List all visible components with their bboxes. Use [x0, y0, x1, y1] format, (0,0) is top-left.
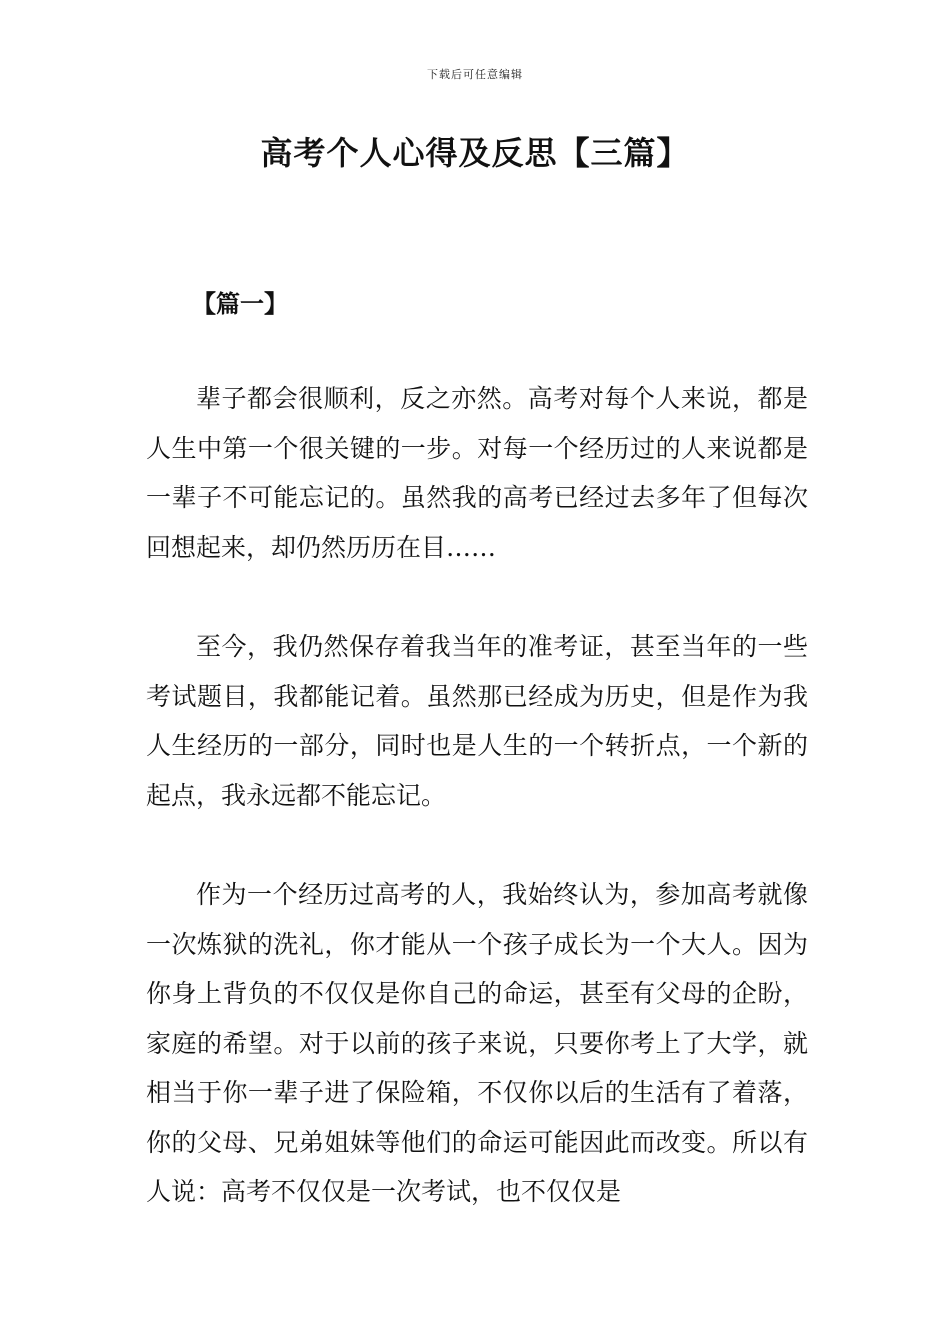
paragraph-2: 至今，我仍然保存着我当年的准考证，甚至当年的一些考试题目，我都能记着。虽然那已经成为历史，但是作为我人生经历的一部分，同时也是人生的一个转折点，一个新的起点，我永远都不能忘记。	[146, 632, 808, 810]
section-heading: 【篇一】	[192, 289, 288, 318]
document-title: 高考个人心得及反思【三篇】	[260, 134, 690, 172]
document-body	[146, 374, 808, 1267]
paragraph-3: 作为一个经历过高考的人，我始终认为，参加高考就像一次炼狱的洗礼，你才能从一个孩子成长为一个大人。因为你身上背负的不仅仅是你自己的命运，甚至有父母的企盼，家庭的希望。对于以前的孩子来说，只要你考上了大学，就相当于你一辈子进了保险箱，不仅你以后的生活有了着落，你的父母、兄弟姐妹等他们的命运可能因此而改变。所以有人说：高考不仅仅是一次考试，也不仅仅是	[146, 880, 808, 1206]
header-note: 下载后可任意编辑	[427, 68, 523, 81]
paragraph-1: 辈子都会很顺利，反之亦然。高考对每个人来说，都是人生中第一个很关键的一步。对每一个经历过的人来说都是一辈子不可能忘记的。虽然我的高考已经过去多年了但每次回想起来，却仍然历历在目……	[146, 384, 808, 562]
